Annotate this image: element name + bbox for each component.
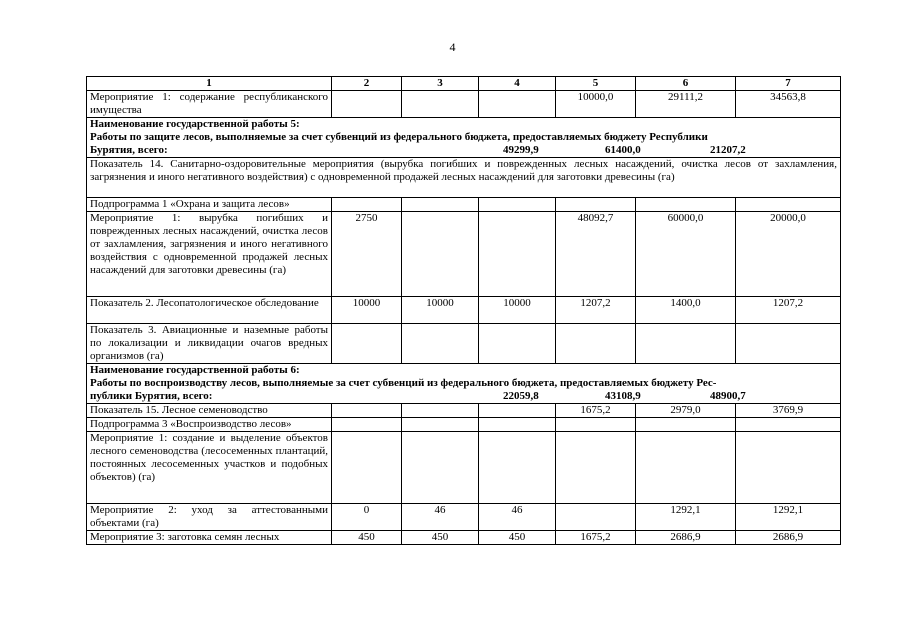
cell — [736, 432, 841, 504]
cell: 0 — [332, 504, 402, 531]
cell: 48092,7 — [556, 212, 636, 297]
cell — [332, 432, 402, 504]
column-header: 5 — [556, 77, 636, 91]
row-label: Мероприятие 1: вырубка погибших и поврежденных лесных насаждений, очистка лесов от захламления, загрязнения и иного негативного воздействия с одновременной продажей лесных насаждений для заготовки древесины (га) — [87, 212, 332, 297]
table-row — [87, 404, 841, 418]
cell — [556, 432, 636, 504]
cell — [736, 324, 841, 364]
row-label: Мероприятие 1: содержание республиканского имущества — [87, 91, 332, 118]
cell — [636, 324, 736, 364]
page-number: 4 — [449, 40, 456, 54]
cell: 450 — [402, 531, 479, 545]
table-row — [87, 504, 841, 531]
table-row — [87, 531, 841, 545]
cell — [402, 91, 479, 118]
work-total-col7: 21207,2 — [710, 144, 746, 156]
work-description-end: публики Бурятия, всего: — [90, 390, 213, 402]
cell — [556, 504, 636, 531]
cell — [479, 432, 556, 504]
data-table — [86, 76, 841, 545]
indicator-row — [87, 158, 841, 198]
work-heading: Наименование государственной работы 6: — [90, 364, 300, 376]
row-label: Показатель 2. Лесопатологическое обследование — [87, 297, 332, 324]
cell — [332, 91, 402, 118]
column-header: 4 — [479, 77, 556, 91]
cell: 20000,0 — [736, 212, 841, 297]
cell: 450 — [332, 531, 402, 545]
work-total-col5: 22059,8 — [503, 390, 539, 402]
indicator-text: Показатель 14. Санитарно-оздоровительные мероприятия (вырубка погибших и поврежденных лесных насаждений, очистка лесов от захламления, загрязнения и иного негативного воздействия) с одновременной продажей лесных насаждений для заготовки древесины (га) — [87, 158, 841, 198]
subprogram-label: Подпрограмма 1 «Охрана и защита лесов» — [87, 198, 332, 212]
cell — [332, 404, 402, 418]
table-row — [87, 324, 841, 364]
work-section-row — [87, 364, 841, 404]
cell: 1400,0 — [636, 297, 736, 324]
column-header: 7 — [736, 77, 841, 91]
column-header: 3 — [402, 77, 479, 91]
cell — [479, 212, 556, 297]
cell — [332, 324, 402, 364]
cell: 3769,9 — [736, 404, 841, 418]
table-header-row — [87, 77, 841, 91]
column-header: 1 — [87, 77, 332, 91]
table-row — [87, 91, 841, 118]
work-description-end: Бурятия, всего: — [90, 144, 168, 156]
row-label: Показатель 3. Авиационные и наземные работы по локализации и ликвидации очагов вредных организмов (га) — [87, 324, 332, 364]
cell: 10000 — [332, 297, 402, 324]
work-total-col6: 43108,9 — [605, 390, 641, 402]
cell: 1675,2 — [556, 531, 636, 545]
cell — [479, 91, 556, 118]
row-label: Мероприятие 1: создание и выделение объектов лесного семеноводства (лесосеменных плантаций, постоянных лесосеменных участков и подобных объектов) (га) — [87, 432, 332, 504]
column-header: 6 — [636, 77, 736, 91]
table-row — [87, 432, 841, 504]
work-total-col5: 49299,9 — [503, 144, 539, 156]
work-section-row — [87, 118, 841, 158]
cell: 2979,0 — [636, 404, 736, 418]
cell — [479, 324, 556, 364]
cell: 29111,2 — [636, 91, 736, 118]
work-description: Работы по воспроизводству лесов, выполняемые за счет субвенций из федерального бюджета, предоставляемых бюджету Рес- — [90, 377, 717, 389]
cell: 2750 — [332, 212, 402, 297]
column-header: 2 — [332, 77, 402, 91]
cell: 10000 — [402, 297, 479, 324]
cell: 1207,2 — [556, 297, 636, 324]
row-label: Показатель 15. Лесное семеноводство — [87, 404, 332, 418]
cell: 10000 — [479, 297, 556, 324]
subprogram-row — [87, 418, 841, 432]
row-label: Мероприятие 2: уход за аттестованными объектами (га) — [87, 504, 332, 531]
cell: 10000,0 — [556, 91, 636, 118]
cell: 46 — [402, 504, 479, 531]
cell — [402, 324, 479, 364]
table-row — [87, 212, 841, 297]
subprogram-row — [87, 198, 841, 212]
work-total-col7: 48900,7 — [710, 390, 746, 402]
cell: 1675,2 — [556, 404, 636, 418]
cell — [556, 324, 636, 364]
cell — [479, 404, 556, 418]
table-row — [87, 297, 841, 324]
cell: 46 — [479, 504, 556, 531]
row-label: Мероприятие 3: заготовка семян лесных — [87, 531, 332, 545]
cell: 1207,2 — [736, 297, 841, 324]
cell — [402, 432, 479, 504]
cell: 1292,1 — [636, 504, 736, 531]
cell: 1292,1 — [736, 504, 841, 531]
work-description: Работы по защите лесов, выполняемые за счет субвенций из федерального бюджета, предоставляемых бюджету Республики — [90, 131, 708, 143]
work-heading: Наименование государственной работы 5: — [90, 118, 300, 130]
cell — [402, 404, 479, 418]
cell: 2686,9 — [736, 531, 841, 545]
subprogram-label: Подпрограмма 3 «Воспроизводство лесов» — [87, 418, 332, 432]
cell: 34563,8 — [736, 91, 841, 118]
work-total-col6: 61400,0 — [605, 144, 641, 156]
cell — [636, 432, 736, 504]
cell: 2686,9 — [636, 531, 736, 545]
cell: 60000,0 — [636, 212, 736, 297]
cell: 450 — [479, 531, 556, 545]
cell — [402, 212, 479, 297]
